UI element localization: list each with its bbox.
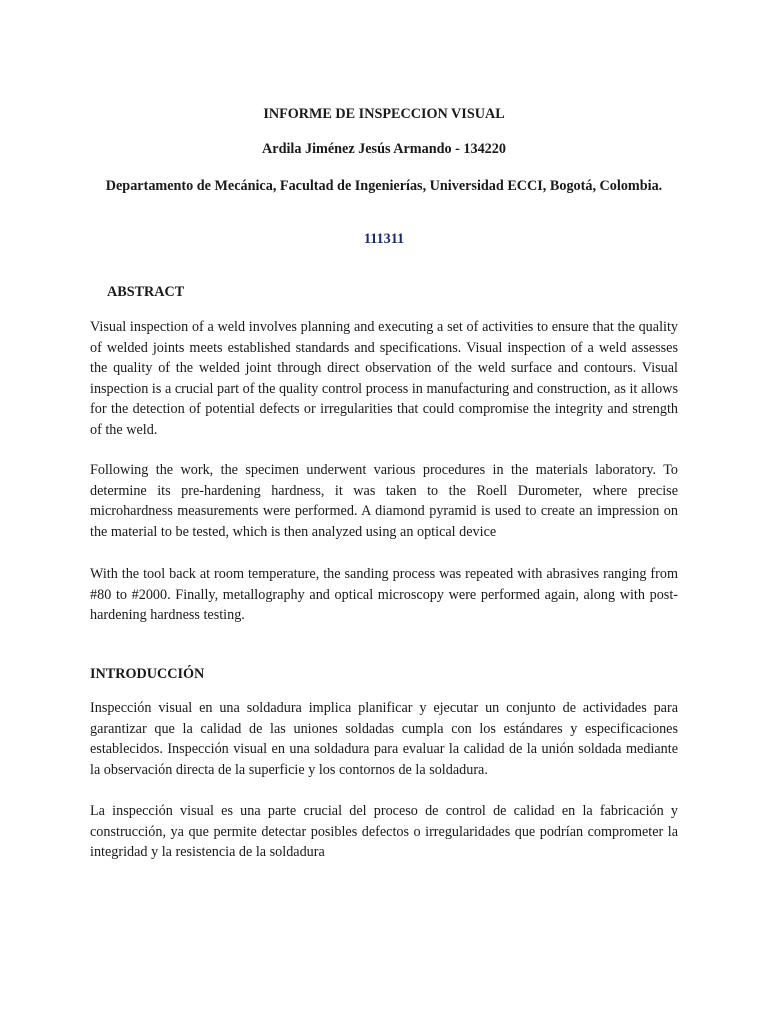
introduction-paragraph: Inspección visual en una soldadura implica planificar y ejecutar un conjunto de actividades para garantizar que la calidad de las uniones soldadas cumpla con los estándares y especificaciones establecidos. Inspección visual en una soldadura para evaluar la calidad de la unión soldada mediante la observación directa de la superficie y los contornos de la soldadura. [90,700,678,778]
affiliation-line: Departamento de Mecánica, Facultad de Ingenierías, Universidad ECCI, Bogotá, Colombia. [105,178,663,194]
introduction-heading: INTRODUCCIÓN [90,666,205,682]
abstract-heading: ABSTRACT [107,284,185,300]
abstract-paragraph: With the tool back at room temperature, the sanding process was repeated with abrasives ranging from #80 to #2000. Finally, metallography and optical microscopy were performed again, along with post-hardening hardness testing. [90,566,678,624]
abstract-paragraph: Visual inspection of a weld involves planning and executing a set of activities to ensure that the quality of welded joints meets established standards and specifications. Visual inspection of a weld assesses the quality of the welded joint through direct observation of the weld surface and contours. Visual inspection is a crucial part of the quality control process in manufacturing and construction, as it allows for the detection of potential defects or irregularities that could compromise the integrity and strength of the weld. [90,319,678,438]
author-line: Ardila Jiménez Jesús Armando - 134220 [262,141,506,157]
introduction-paragraph: La inspección visual es una parte crucial del proceso de control de calidad en la fabricación y construcción, ya que permite detectar posibles defectos o irregularidades que podrían comprometer la integridad y la resistencia de la soldadura [90,803,678,861]
document-code: 111311 [363,231,405,247]
document-title: INFORME DE INSPECCION VISUAL [263,106,505,122]
abstract-paragraph: Following the work, the specimen underwent various procedures in the materials laboratory. To determine its pre-hardening hardness, it was taken to the Roell Durometer, where precise microhardness measurements were performed. A diamond pyramid is used to create an impression on the material to be tested, which is then analyzed using an optical device [90,462,678,540]
